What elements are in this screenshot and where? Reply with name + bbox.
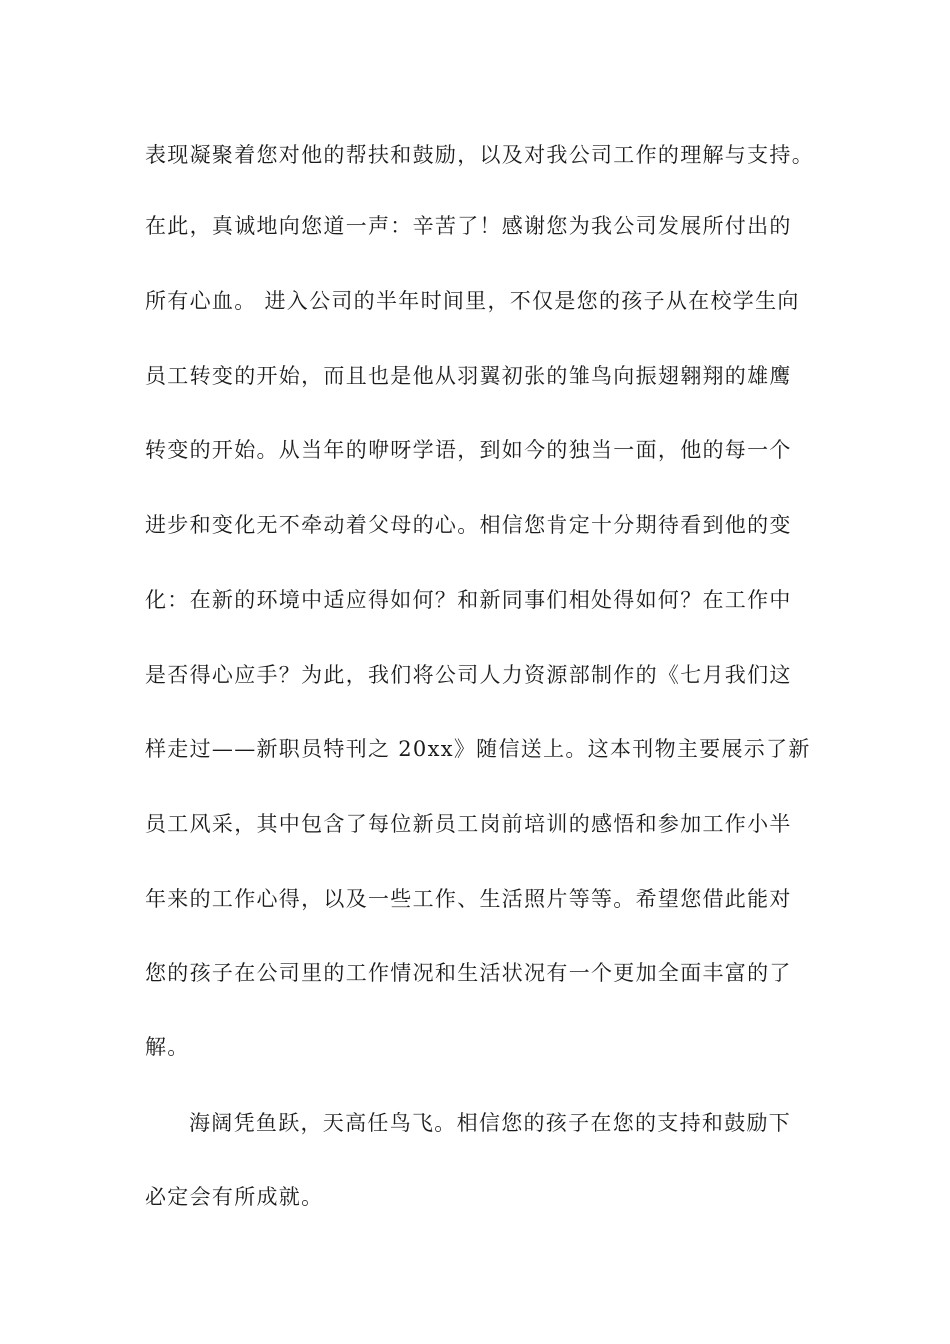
text-line: 必定会有所成就。: [145, 1185, 324, 1209]
text-line: 样走过——新职员特刊之 20xx》随信送上。这本刊物主要展示了新: [145, 737, 811, 761]
text-line: 员工转变的开始，而且也是他从羽翼初张的雏鸟向振翅翱翔的雄鹰: [145, 364, 792, 388]
text-line: 是否得心应手？为此，我们将公司人力资源部制作的《七月我们这: [145, 663, 792, 687]
text-line: 化：在新的环境中适应得如何？和新同事们相处得如何？在工作中: [145, 588, 792, 612]
text-line: 转变的开始。从当年的咿呀学语，到如今的独当一面，他的每一个: [145, 438, 792, 462]
text-line: 在此，真诚地向您道一声：辛苦了！感谢您为我公司发展所付出的: [145, 214, 792, 238]
text-line: 表现凝聚着您对他的帮扶和鼓励，以及对我公司工作的理解与支持。: [145, 143, 814, 167]
text-line: 所有心血。 进入公司的半年时间里，不仅是您的孩子从在校学生向: [145, 289, 800, 313]
paragraph-first-line: 海阔凭鱼跃，天高任鸟飞。相信您的孩子在您的支持和鼓励下: [189, 1111, 792, 1135]
text-line: 年来的工作心得，以及一些工作、生活照片等等。希望您借此能对: [145, 887, 792, 911]
text-line: 您的孩子在公司里的工作情况和生活状况有一个更加全面丰富的了: [145, 961, 792, 985]
text-line: 解。: [145, 1035, 190, 1059]
text-line: 员工风采，其中包含了每位新员工岗前培训的感悟和参加工作小半: [145, 812, 792, 836]
text-line: 进步和变化无不牵动着父母的心。相信您肯定十分期待看到他的变: [145, 513, 792, 537]
